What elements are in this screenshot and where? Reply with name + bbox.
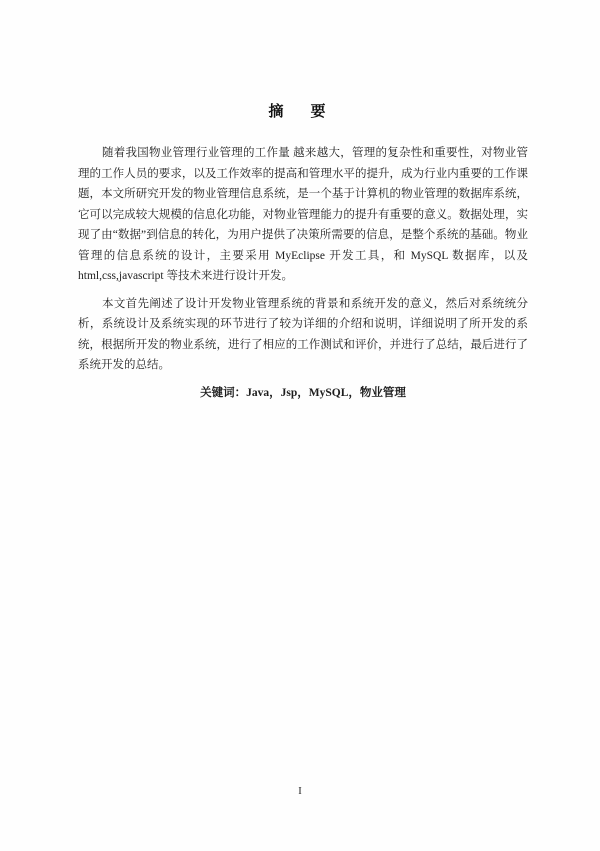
page-number: I	[298, 786, 302, 797]
keywords-label: 关键词：	[200, 386, 247, 399]
paragraph-spacer	[78, 287, 528, 294]
abstract-body	[78, 143, 528, 403]
paragraph: 随着我国物业管理行业管理的工作量 越来越大，管理的复杂性和重要性，对物业管理的工作人员的要求，以及工作效率的提高和管理水平的提升，成为行业内重要的工作课题，本文所研究开发的物业管理信息系统，是一个基于计算机的物业管理的数据库系统，它可以完成较大规模的信息化功能，对物业管理能力的提升有重要的意义。数据处理，实现了由“数据”到信息的转化，为用户提供了决策所需要的信息，是整个系统的基础。物业管理的信息系统的设计，主要采用 MyEclipse 开发工具，和 MySQL 数据库，以及html,css,javascript 等技术来进行设计开发。	[78, 147, 528, 282]
paragraph: 本文首先阐述了设计开发物业管理系统的背景和系统开发的意义，然后对系统统分析，系统设计及系统实现的环节进行了较为详细的介绍和说明，详细说明了所开发的系统，根据所开发的物业系统，进行了相应的工作测试和评价，并进行了总结，最后进行了系统开发的总结。	[78, 297, 528, 371]
keywords-line	[78, 383, 528, 404]
keywords-value: Java，Jsp，MySQL，物业管理	[246, 386, 406, 399]
page-title: 摘 要	[268, 104, 332, 120]
